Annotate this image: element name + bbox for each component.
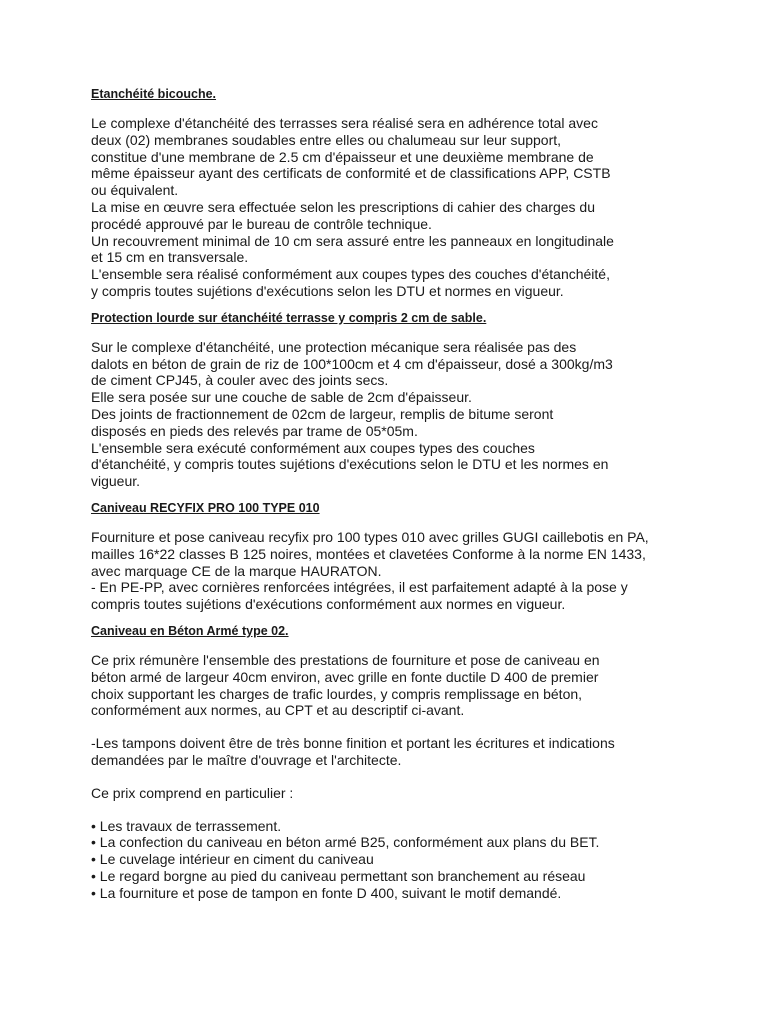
section-protection-lourde: [91, 310, 731, 490]
section-paragraph: Ce prix comprend en particulier :: [91, 784, 294, 801]
list-item: • La confection du caniveau en béton armé B25, conformément aux plans du BET.: [91, 834, 600, 851]
section-paragraph: Ce prix rémunère l'ensemble des prestations de fourniture et pose de caniveau en béton armé de largeur 40cm environ, avec grille en fonte ductile D 400 de premier choix supportant les charges de trafic lourdes, y compris remplissage en béton, conformément aux normes, au CPT et au descriptif ci-avant.: [91, 651, 600, 719]
section-heading: Etanchéité bicouche.: [91, 87, 217, 101]
bullet-list: [91, 818, 731, 902]
section-etancheite-bicouche: [91, 86, 731, 300]
section-caniveau-beton-arme: [91, 623, 731, 902]
section-heading: Protection lourde sur étanchéité terrasse y compris 2 cm de sable.: [91, 310, 487, 325]
list-item: • Le cuvelage intérieur en ciment du caniveau: [91, 851, 374, 868]
list-item: • Le regard borgne au pied du caniveau permettant son branchement au réseau: [91, 867, 586, 884]
section-paragraph: -Les tampons doivent être de très bonne finition et portant les écritures et indications demandées par le maître d'ouvrage et l'architecte.: [91, 735, 615, 768]
section-caniveau-recyfix: [91, 500, 731, 613]
list-item: • La fourniture et pose de tampon en fonte D 400, suivant le motif demandé.: [91, 884, 562, 901]
document-page: [91, 86, 731, 901]
section-heading: Caniveau en Béton Armé type 02.: [91, 623, 289, 638]
section-paragraph: Sur le complexe d'étanchéité, une protection mécanique sera réalisée pas des dalots en béton de grain de riz de 100*100cm et 4 cm d'épaisseur, dosé a 300kg/m3 de ciment CPJ45, à couler avec des joints secs. Elle sera posée sur une couche de sable de 2cm d'épaisseur. Des joints de fractionnement de 02cm de largeur, remplis de bitume seront disposés en pieds des relevés par trame de 05*05m. L'ensemble sera exécuté conformément aux coupes types des couches d'étanchéité, y compris toutes sujétions d'exécutions selon le DTU et les normes en vigueur.: [91, 338, 613, 490]
section-paragraph: Le complexe d'étanchéité des terrasses sera réalisé sera en adhérence total avec deux (02) membranes soudables entre elles ou chalumeau sur leur support, constitue d'une membrane de 2.5 cm d'épaisseur et une deuxième membrane de même épaisseur ayant des certificats de conformité et de classifications APP, CSTB ou équivalent. La mise en œuvre sera effectuée selon les prescriptions di cahier des charges du procédé approuvé par le bureau de contrôle technique. Un recouvrement minimal de 10 cm sera assuré entre les panneaux en longitudinale et 15 cm en transversale. L'ensemble sera réalisé conformément aux coupes types des couches d'étanchéité, y compris toutes sujétions d'exécutions selon les DTU et normes en vigueur.: [91, 115, 614, 299]
section-paragraph: Fourniture et pose caniveau recyfix pro 100 types 010 avec grilles GUGI caillebotis en PA, mailles 16*22 classes B 125 noires, montées et clavetées Conforme à la norme EN 1433, avec marquage CE de la marque HAURATON. - En PE-PP, avec cornières renforcées intégrées, il est parfaitement adapté à la pose y compris toutes sujétions d'exécutions conformément aux normes en vigueur.: [91, 528, 649, 613]
list-item: • Les travaux de terrassement.: [91, 817, 282, 834]
section-heading: Caniveau RECYFIX PRO 100 TYPE 010: [91, 500, 320, 515]
